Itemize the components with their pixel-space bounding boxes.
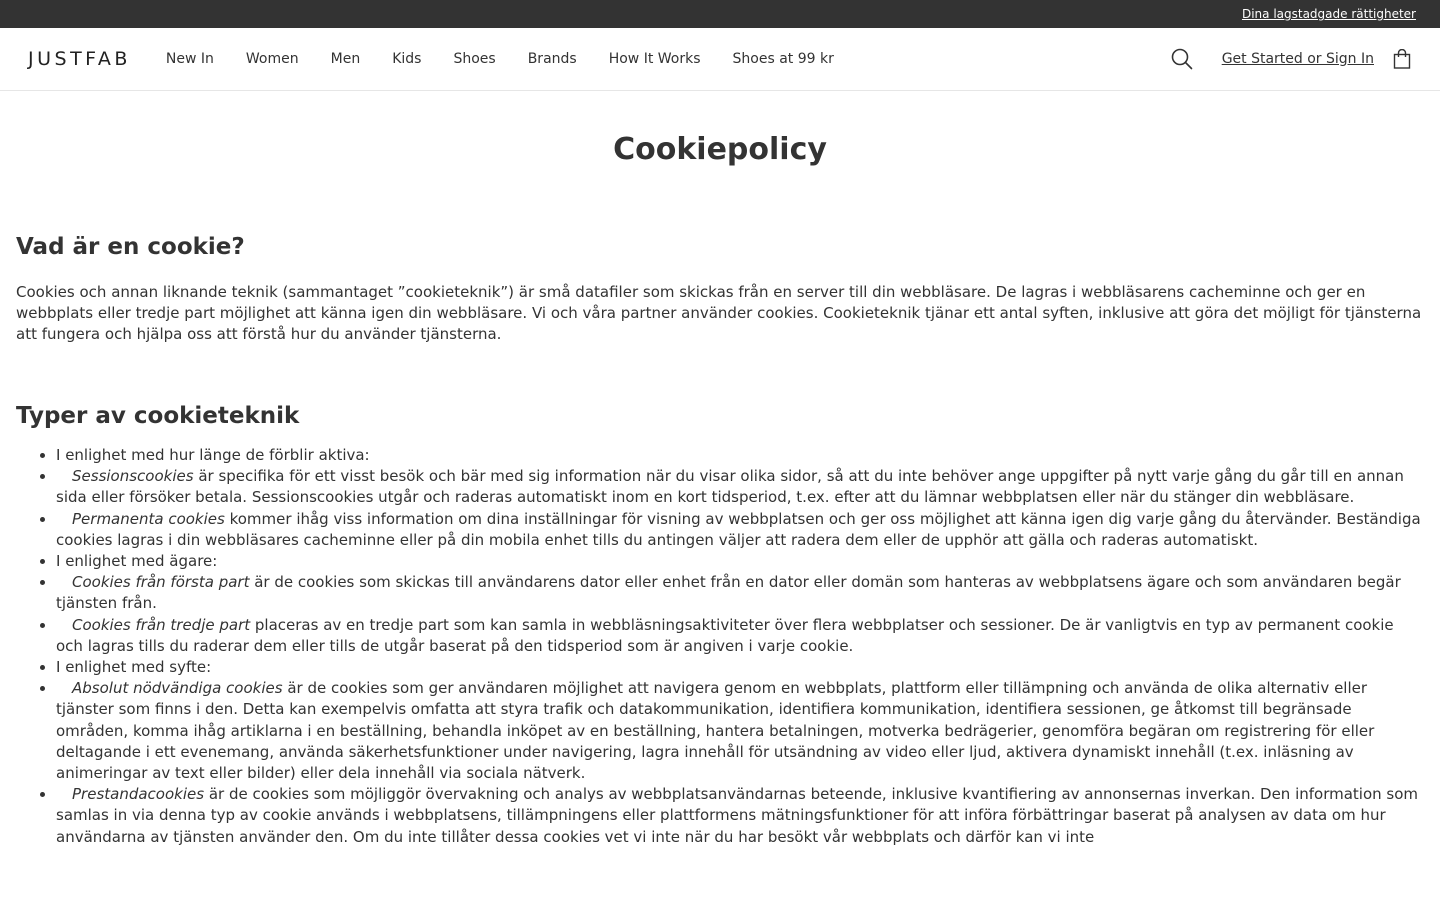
nav-shoes-99[interactable]: Shoes at 99 kr [732,51,834,67]
legal-rights-link[interactable]: Dina lagstadgade rättigheter [1241,7,1416,21]
nav-women[interactable]: Women [245,51,299,67]
cookie-types-list [16,445,1424,848]
nav-how-it-works[interactable]: How It Works [608,51,701,67]
main-content [0,131,1440,848]
list-item-term: Sessionscookies [72,467,194,486]
page-title: Cookiepolicy [613,132,827,167]
section-heading-cookie-types: Typer av cookieteknik [16,403,300,429]
list-item: • Cookies från tredje part placeras av en tredje part som kan samla in webbläsningsaktiviteter över flera webbplatser och sessioner. De är vanligtvis en typ av permanent cookie och lagras tills du raderar dem eller tills de utgår baserat på den tidsperiod som är angiven i varje cookie. [56,615,1424,657]
nav-brands[interactable]: Brands [527,51,577,67]
header-actions [1170,47,1412,71]
list-item-term: Cookies från tredje part [72,615,251,634]
utility-bar [0,0,1440,28]
nav-shoes[interactable]: Shoes [453,51,496,67]
section-heading-what-is-cookie: Vad är en cookie? [16,234,245,260]
nav-kids[interactable]: Kids [392,51,422,67]
site-header [0,28,1440,91]
shopping-bag-icon[interactable] [1392,48,1412,70]
list-item-term: Absolut nödvändiga cookies [72,679,283,698]
list-item: • Cookies från första part är de cookies som skickas till användarens dator eller enhet från en dator eller domän som hanteras av webbplatsens ägare och som användaren begär tjänsten från. [56,572,1424,614]
search-icon[interactable] [1170,47,1194,71]
list-item: • I enlighet med syfte: [56,657,1424,678]
list-item-term: Prestandacookies [72,785,205,804]
section-paragraph-what-is-cookie: Cookies och annan liknande teknik (sammantaget ”cookieteknik”) är små datafiler som skickas från en server till din webbläsare. De lagras i webbläsarens cacheminne och ger en webbplats eller tredje part möjlighet att känna igen din webbläsare. Vi och våra partner använder cookies. Cookieteknik tjänar ett antal syften, inklusive att göra det möjligt för tjänsterna att fungera och hjälpa oss att förstå hur du använder tjänsterna. [16,283,1422,343]
list-item: • I enlighet med ägare: [56,551,1424,572]
list-item-term: Permanenta cookies [72,509,225,528]
list-item: • Sessionscookies är specifika för ett visst besök och bär med sig information när du visar olika sidor, så att du inte behöver ange uppgifter på nytt varje gång du går till en annan sida eller försöker betala. Sessionscookies utgår och raderas automatiskt inom en kort tidsperiod, t.ex. efter att du lämnar webbplatsen eller när du stänger din webbläsare. [56,466,1424,508]
list-item: • I enlighet med hur länge de förblir aktiva: [56,445,1424,466]
nav-men[interactable]: Men [330,51,361,67]
logo[interactable]: JUSTFAB [28,48,131,70]
list-item: • Prestandacookies är de cookies som möjliggör övervakning och analys av webbplatsanvändarnas beteende, inklusive kvantifiering av annonsernas inverkan. Den information som samlas in via denna typ av cookie används i webbplatsens, tillämpningens eller plattformens mätningsfunktioner för att införa förbättringar baserat på analysen av data om hur användarna av tjänsten använder den. Om du inte tillåter dessa cookies vet vi inte när du har besökt vår webbplats och därför kan vi inte [56,784,1424,848]
list-item: • Permanenta cookies kommer ihåg viss information om dina inställningar för visning av webbplatsen och ger oss möjlighet att känna igen dig varje gång du återvänder. Beständiga cookies lagras i din webbläsares cacheminne eller på din mobila enhet tills du antingen väljer att radera dem eller de upphör att gälla och raderas automatiskt. [56,509,1424,551]
sign-in-link[interactable]: Get Started or Sign In [1221,51,1374,67]
nav-new-in[interactable]: New In [165,51,214,67]
list-item: • Absolut nödvändiga cookies är de cookies som ger användaren möjlighet att navigera genom en webbplats, plattform eller tillämpning och använda de olika alternativ eller tjänster som finns i den. Detta kan exempelvis omfatta att styra trafik och datakommunikation, identifiera kommunikation, identifiera sessionen, ge åtkomst till begränsade områden, komma ihåg artiklarna i en beställning, behandla inköpet av en beställning, hantera betalningen, motverka bedrägerier, genomföra begäran om registrering för eller deltagande i ett evenemang, använda säkerhetsfunktioner under navigering, lagra innehåll för utsändning av video eller ljud, aktivera dynamiskt innehåll (t.ex. inläsning av animeringar av text eller bilder) eller dela innehåll via sociala nätverk. [56,678,1424,784]
main-nav [166,51,866,67]
list-item-term: Cookies från första part [72,573,250,592]
